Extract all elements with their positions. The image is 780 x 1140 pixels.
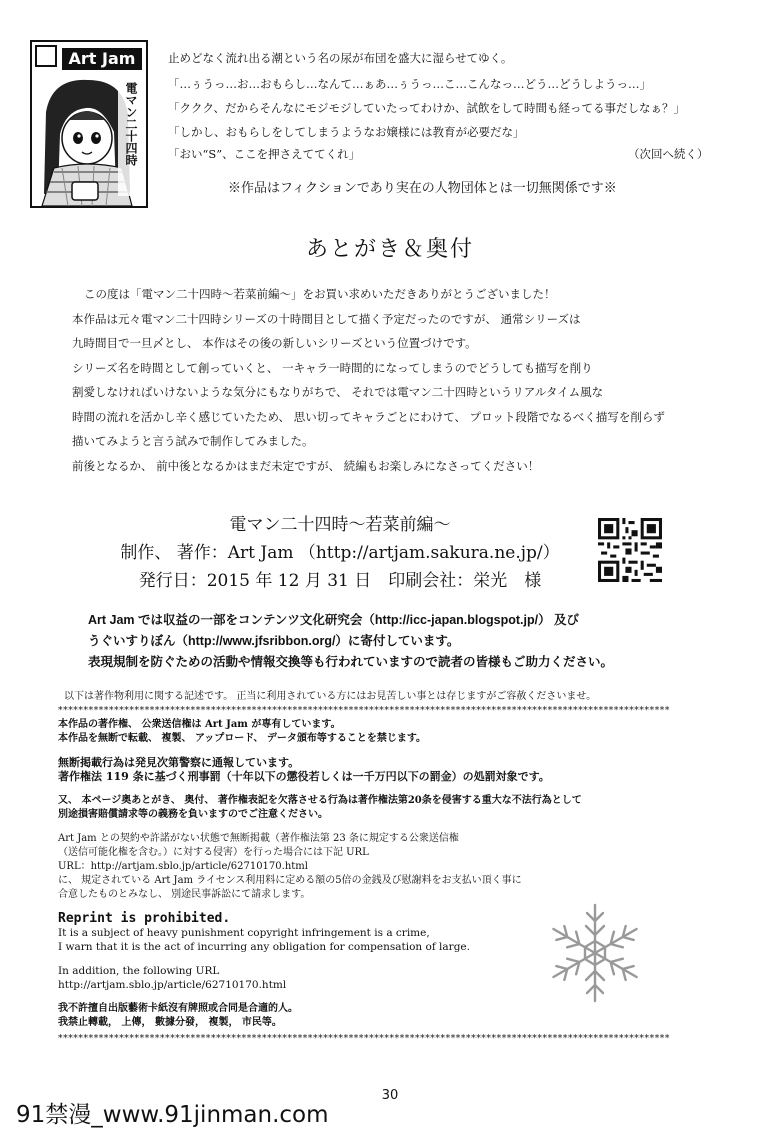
notice-line: 表現規制を防ぐための活動や情報交換等も行われていますので読者の皆様もご助力ください。 [88,655,614,669]
afterword-body [72,282,712,478]
story-line: 「おい“S”、ここを押さえててくれ」 [168,147,361,161]
chinese-line: 我不許擅自出版藝術卡紙沒有牌照或合同是合適的人。 [58,1003,298,1014]
page-number: 30 [381,1088,399,1103]
donation-notice [88,610,613,673]
cover-title: Art Jam [62,48,142,70]
afterword-line: この度は「電マン二十四時～若菜前編～」をお買い求めいただきありがとうございました！ [84,287,556,301]
copyright-line: （送信可能化権を含む。）に対する侵害）を行った場合には下記 URL [58,847,369,858]
copyright-line: Art Jam との契約や許諾がない状態で無断掲載（著作権法第 23 条に規定する公衆送信権 [58,833,459,844]
afterword-line: シリーズ名を時間として創っていくと、 一キャラ一時間的になってしまうのでどうしても描写を削り [72,360,593,375]
english-line: It is a subject of heavy punishment copyright infringement is a crime, [58,927,430,939]
english-url: http://artjam.sblo.jp/article/62710170.html [58,979,287,991]
afterword-line: 本作品は元々電マン二十四時シリーズの十時間目として描く予定だったのですが、 通常シリーズは [72,311,581,326]
divider-stars: ************************************************************************************************************************ [58,706,670,716]
snowflake-logo-icon [540,898,650,1008]
english-line: I warn that it is the act of incurring any obligation for compensation of large. [58,941,470,953]
copyright-line: 合意したものとみなし、 別途民事訴訟にて請求します。 [58,889,311,900]
colophon-date: 発行日：2015 年 12 月 31 日 印刷会社：栄光 様 [138,571,542,591]
cover-corner-box [35,45,57,67]
afterword-line: 九時間目で一旦〆とし、 本作はその後の新しいシリーズという位置づけです。 [72,336,477,350]
afterword-title: あとがき＆奥付 [305,237,474,262]
copyright-line: 別途損害賠償請求等の義務を負いますのでご注意ください。 [58,809,328,820]
story-line: 「…ぅうっ…お…おもらし…なんて…ぁあ…ぅうっ…こ…こんなっ…どう…どうしようっ…」 [168,77,651,91]
afterword-line: 時間の流れを活かし辛く感じていたため、 思い切ってキャラごとにわけて、 プロット段階でなるべく描写を削らず [72,409,665,424]
cover-thumbnail [30,40,148,208]
cover-vertical-title: 電マン二十四時 [124,82,138,166]
copyright-intro: 以下は著作物利用に関する記述です。 正当に利用されている方にはお見苦しい事とは存じますがご容赦くださいませ。 [64,691,597,702]
continued-note: （次回へ続く） [628,147,709,161]
story-line: 「ククク、だからそんなにモジモジしていたってわけか、試飲をして時間も経ってる事だしなぁ？」 [168,101,686,115]
english-line: In addition, the following URL [58,965,220,977]
divider-stars-bottom: ************************************************************************************************************************ [58,1034,670,1044]
afterword-line: 前後となるか、 前中後となるかはまだ未定ですが、 続編もお楽しみになさってください！ [72,458,540,473]
story-line: 止めどなく流れ出る潮という名の尿が布団を盛大に湿らせてゆく。 [168,51,513,65]
copyright-line: 又、 本ページ奥あとがき、 奥付、 著作権表記を欠落させる行為は著作権法第20条を侵害する重大な不法行為として [58,795,582,806]
site-watermark: 91禁漫_www.91jinman.com [16,1102,329,1128]
colophon-title: 電マン二十四時～若菜前編～ [229,515,451,535]
colophon-author: 制作、 著作：Art Jam （http://artjam.sakura.ne.jp/） [120,543,560,563]
chinese-line: 我禁止轉載， 上傳， 數據分發， 複製， 市民等。 [58,1017,282,1028]
afterword-line: 描いてみようと言う試みで制作してみました。 [72,434,314,448]
license-url: URL：http://artjam.sblo.jp/article/62710170.html [58,861,308,872]
story-line: 「しかし、おもらしをしてしまうようなお嬢様には教育が必要だな」 [168,125,525,139]
copyright-line: 本作品を無断で転載、 複製、 アップロード、 データ頒布等することを禁じます。 [58,733,427,744]
reprint-heading: Reprint is prohibited. [58,911,231,926]
qr-code [598,518,662,582]
notice-line: Art Jam では収益の一部をコンテンツ文化研究会（http://icc-japan.blogspot.jp/） 及び [88,613,580,627]
notice-line: うぐいすりぼん（http://www.jfsribbon.org/）に寄付しています。 [88,634,460,648]
copyright-line: に、 規定されている Art Jam ライセンス利用料に定める額の5倍の金銭及び慰謝料をお支払い頂く事に [58,875,522,886]
afterword-line: 割愛しなければいけないような気分にもなりがちで、 それでは電マン二十四時というリアルタイム風な [72,385,604,399]
story-text [168,50,728,170]
copyright-line: 本作品の著作権、 公衆送信権は Art Jam が専有しています。 [58,719,341,730]
copyright-line: 無断掲載行為は発見次第警察に通報しています。 [58,756,300,769]
copyright-line: 著作権法 119 条に基づく刑事罰（十年以下の懲役若しくは一千万円以下の罰金）の処罰対象です。 [58,770,550,783]
fiction-disclaimer: ※作品はフィクションであり実在の人物団体とは一切無関係です※ [228,181,617,196]
